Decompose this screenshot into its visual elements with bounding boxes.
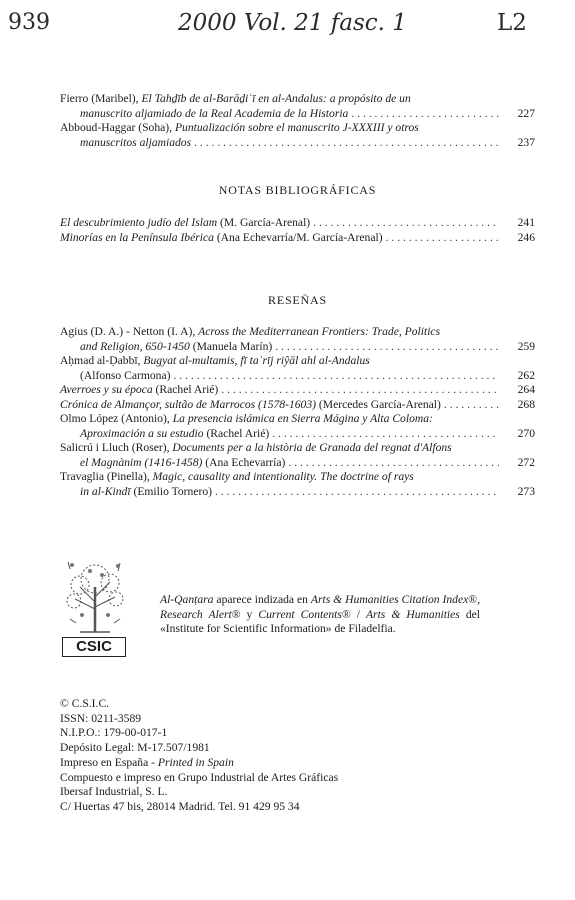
resenas-list — [60, 325, 535, 499]
index-text: ® y — [231, 607, 259, 621]
page-number: 259 — [517, 339, 535, 353]
database-name: Current Contents — [258, 607, 342, 621]
copyright: © C.S.I.C. — [60, 697, 110, 710]
article-title: Puntualización sobre el manuscrito J-XXXIII y otros — [174, 121, 419, 134]
page-number: 237 — [517, 135, 535, 149]
resena-title: Crónica de Almançor, sultão de Marrocos (1578-1603) — [60, 397, 317, 411]
resena-reviewer: (Manuela Marín) — [189, 339, 273, 353]
page-number: 268 — [517, 397, 535, 411]
nota-author: (M. García-Arenal) — [217, 216, 311, 229]
article-entry — [60, 121, 535, 150]
printed-in-en: Printed in Spain — [157, 755, 234, 769]
index-note — [160, 593, 480, 637]
leader-dots — [191, 136, 499, 151]
leader-dots — [441, 398, 499, 413]
article-author: Abboud-Haggar (Soha), — [60, 121, 175, 134]
leader-dots — [348, 107, 499, 122]
page-number: 273 — [517, 484, 535, 498]
csic-logo-text: CSIC — [62, 637, 126, 657]
resena-entry — [60, 441, 535, 470]
page-number: 262 — [517, 368, 535, 382]
leader-dots — [212, 485, 499, 500]
article-line — [60, 92, 411, 107]
nota-title: Minorías en la Península Ibérica — [60, 230, 214, 244]
printed-in — [60, 756, 338, 771]
resena-title: Averroes y su época — [60, 383, 153, 396]
handwritten-annotation: 2000 Vol. 21 fasc. 1 — [178, 10, 407, 36]
resena-reviewer: (Emilio Tornero) — [130, 484, 212, 498]
printer: Compuesto e impreso en Grupo Industrial de Artes Gráficas — [60, 770, 339, 784]
resena-title-cont: Aproximación a su estudio — [80, 426, 204, 440]
page-number: 264 — [517, 383, 535, 396]
resena-entry — [60, 398, 535, 413]
page-number: 270 — [517, 426, 535, 440]
database-name: Arts & Humanities Citation Index — [310, 593, 469, 606]
leader-dots — [383, 231, 499, 246]
leader-dots — [170, 369, 499, 384]
leader-dots — [269, 427, 499, 442]
resena-author: Aḥmad al-Ḍabbī, — [60, 354, 144, 367]
index-text: ®, — [468, 593, 480, 606]
page-number: 227 — [517, 106, 535, 120]
index-text: aparece indizada en — [213, 593, 311, 606]
leader-dots — [310, 216, 499, 231]
leader-dots — [218, 383, 499, 398]
resena-title: Documents per a la història de Granada del regnat d'Alfons — [172, 441, 452, 454]
database-name: Arts & Humanities — [365, 607, 460, 621]
notas-heading: NOTAS BIBLIOGRÁFICAS — [218, 183, 377, 197]
imprint-block — [60, 697, 338, 815]
resena-entry — [60, 325, 535, 354]
nota-title: El descubrimiento judío del Islam — [60, 216, 218, 229]
article-author: Fierro (Maribel), — [60, 92, 142, 105]
deposito-legal: Depósito Legal: M-17.507/1981 — [60, 741, 210, 755]
csic-logo — [60, 557, 130, 657]
resena-entry — [60, 470, 535, 499]
nipo: N.I.P.O.: 179-00-017-1 — [60, 726, 168, 740]
resena-reviewer: (Ana Echevarría) — [202, 455, 286, 469]
resenas-heading: RESEÑAS — [268, 293, 327, 307]
resena-entry — [60, 412, 535, 441]
resena-author: Travaglia (Pinella), — [60, 470, 153, 483]
resena-title: Across the Mediterranean Frontiers: Trade, Politics — [198, 325, 441, 338]
resena-title: La presencia islámica en Sierra Mágina y Alta Coloma: — [172, 412, 433, 425]
index-text: del «Institute for Scientific Information» de Filadelfia. — [160, 607, 480, 636]
article-entry — [60, 92, 535, 121]
resena-title-cont: in al-Kindī — [80, 484, 131, 498]
printed-in-es: Impreso en España - — [60, 755, 158, 769]
index-text: ® / — [341, 607, 366, 621]
handwritten-mark: L2 — [497, 10, 527, 36]
nota-author: (Ana Echevarría/M. García-Arenal) — [213, 230, 383, 244]
printer-company: Ibersaf Industrial, S. L. — [60, 785, 168, 799]
notas-list — [60, 216, 535, 245]
resena-reviewer: (Mercedes García-Arenal) — [316, 397, 441, 411]
resena-title-cont: el Magnànim (1416-1458) — [80, 455, 203, 469]
resena-entry — [60, 354, 535, 383]
article-title: El Tahḏīb de al-Barāḏiʿī en al-Andalus: a propósito de un — [141, 92, 411, 105]
resena-author: Agius (D. A.) - Netton (I. A), — [60, 325, 199, 338]
resena-reviewer: (Alfonso Carmona) — [80, 368, 171, 382]
page-number: 246 — [517, 230, 535, 244]
leader-dots — [272, 340, 499, 355]
tree-emblem-icon — [60, 557, 130, 637]
resena-title-cont: and Religion, 650-1450 — [80, 339, 190, 353]
journal-name: Al-Qanṭara — [160, 593, 214, 606]
resena-author: Salicrú i Lluch (Roser), — [60, 441, 173, 454]
handwritten-number: 939 — [8, 10, 50, 35]
database-name: Research Alert — [160, 607, 232, 621]
resena-author: Olmo López (Antonio), — [60, 412, 173, 425]
resena-reviewer: (Rachel Arié) — [203, 426, 270, 440]
articles-list — [60, 92, 535, 150]
resena-reviewer: (Rachel Arié) — [152, 383, 219, 396]
resena-entry — [60, 383, 535, 398]
leader-dots — [285, 456, 499, 471]
page-number: 272 — [517, 455, 535, 469]
resena-title: Bugyat al-multamis, fī taʾrīj riŷāl ahl al-Andalus — [143, 354, 370, 367]
page-number: 241 — [517, 216, 535, 229]
article-title-cont: manuscrito aljamiado de la Real Academia de la Historia — [80, 106, 349, 120]
printer-address: C/ Huertas 47 bis, 28014 Madrid. Tel. 91 429 95 34 — [60, 799, 300, 813]
resena-title: Magic, causality and intentionality. The doctrine of rays — [152, 470, 414, 483]
issn: ISSN: 0211-3589 — [60, 711, 142, 725]
article-title-cont: manuscritos aljamiados — [80, 135, 192, 149]
